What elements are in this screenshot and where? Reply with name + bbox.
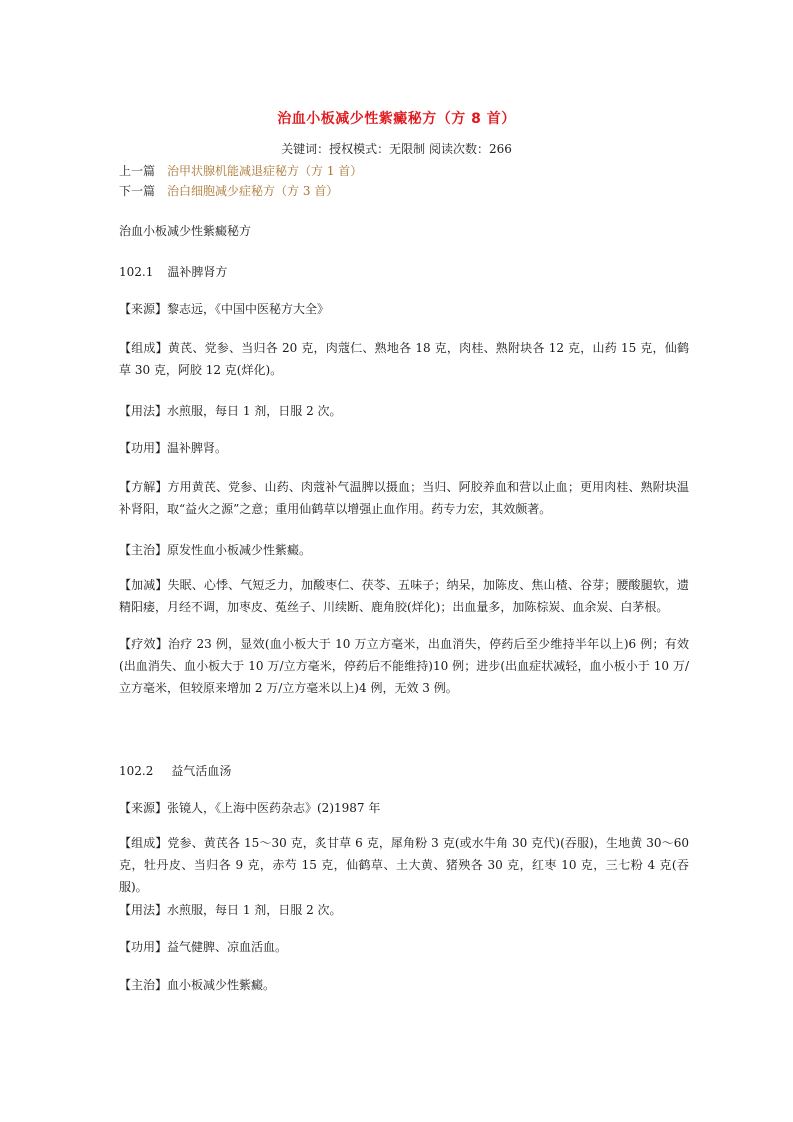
next-article-label: 下一篇 <box>119 184 156 198</box>
next-article-row <box>119 182 338 199</box>
prev-article-row <box>119 162 362 179</box>
recipe-source: 【来源】张镜人，《上海中医药杂志》(2)1987 年 <box>119 801 381 815</box>
recipe-composition: 【组成】黄芪、党参、当归各 20 克，肉蔻仁、熟地各 18 克，肉桂、熟附块各 12 克，山药 15 克，仙鹤草 30 克，阿胶 12 克(烊化)。 <box>119 341 689 377</box>
recipe-heading <box>119 762 231 779</box>
document-meta: 关键词：授权模式：无限制 阅读次数：266 <box>281 142 512 156</box>
next-article-link[interactable]: 治白细胞减少症秘方（方 3 首） <box>167 184 339 198</box>
recipe-name: 益气活血汤 <box>171 764 232 778</box>
recipe-usage: 【用法】水煎服，每日 1 剂，日服 2 次。 <box>119 404 342 418</box>
recipe-explanation: 【方解】方用黄芪、党参、山药、肉蔻补气温脾以摄血；当归、阿胶养血和营以止血；更用肉桂、熟附块温补肾阳，取“益火之源”之意；重用仙鹤草以增强止血作用。药专力宏，其效颇著。 <box>119 480 689 516</box>
recipe-efficacy: 【疗效】治疗 23 例，显效(血小板大于 10 万立方毫米，出血消失，停药后至少维持半年以上)6 例；有效(出血消失、血小板大于 10 万/立方毫米，停药后不能维持)10 例；进步(出血症状减轻，血小板小于 10 万/立方毫米，但较原来增加 2 万/立方毫米以上)4 例，无效 3 例。 <box>119 637 689 695</box>
recipe-composition: 【组成】党参、黄芪各 15～30 克，炙甘草 6 克，犀角粉 3 克(或水牛角 30 克代)(吞服)，生地黄 30～60 克，牡丹皮、当归各 9 克，赤芍 15 克，仙鹤草、土大黄、猪殃各 30 克，红枣 10 克，三七粉 4 克(吞服)。 <box>119 836 689 894</box>
page-title: 治血小板减少性紫癜秘方（方 8 首） <box>277 111 516 127</box>
recipe-number: 102.1 <box>119 265 154 279</box>
recipe-name: 温补脾肾方 <box>167 265 228 279</box>
recipe-number: 102.2 <box>119 764 154 778</box>
recipe-effect: 【功用】益气健脾、凉血活血。 <box>119 940 288 954</box>
recipe-usage: 【用法】水煎服，每日 1 剂，日服 2 次。 <box>119 903 342 917</box>
prev-article-label: 上一篇 <box>119 164 156 178</box>
recipe-modification: 【加减】失眠、心悸、气短乏力，加酸枣仁、茯苓、五味子；纳呆，加陈皮、焦山楂、谷芽；腰酸腿软，遗精阳痿，月经不调，加枣皮、菟丝子、川续断、鹿角胶(烊化)；出血量多，加陈棕炭、血余炭、白茅根。 <box>119 578 689 614</box>
recipe-heading <box>119 263 227 280</box>
section-heading: 治血小板减少性紫癜秘方 <box>119 224 252 238</box>
recipe-indication: 【主治】原发性血小板减少性紫癜。 <box>119 543 312 557</box>
recipe-source: 【来源】黎志远，《中国中医秘方大全》 <box>119 302 330 316</box>
recipe-effect: 【功用】温补脾肾。 <box>119 441 228 455</box>
recipe-indication: 【主治】血小板减少性紫癜。 <box>119 978 276 992</box>
prev-article-link[interactable]: 治甲状腺机能减退症秘方（方 1 首） <box>167 164 363 178</box>
